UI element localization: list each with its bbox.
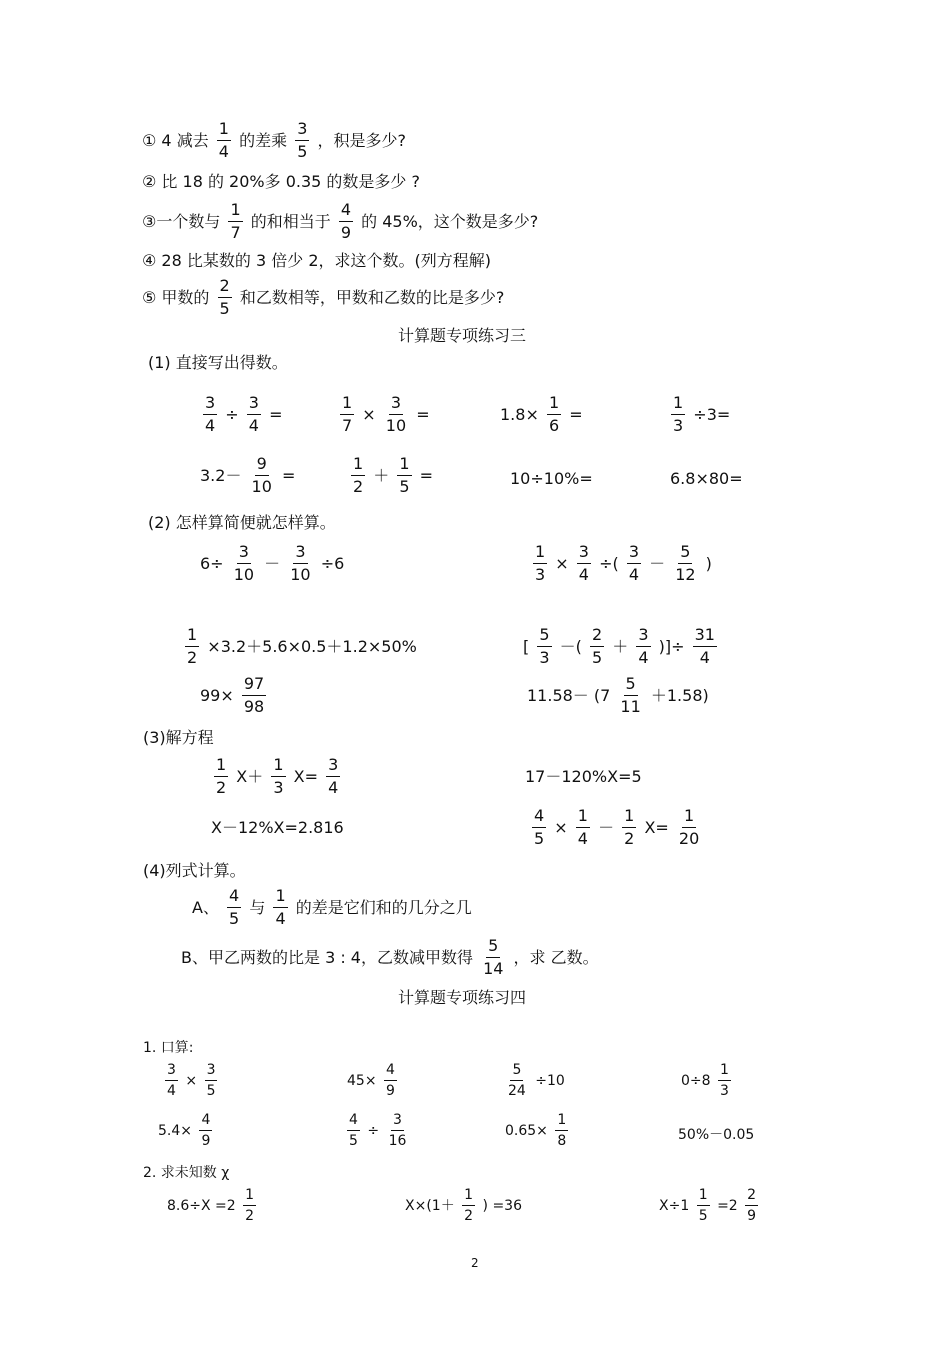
- expression: $\frac{1}{3}$ ÷3=: [673, 393, 731, 435]
- problem-5: ⑤ 甲数的 $\frac{2}{5}$ 和乙数相等，甲数和乙数的比是多少?: [142, 276, 505, 318]
- equation: X－12%X=2.816: [211, 818, 344, 837]
- fraction: $\frac{3}{5}$: [297, 119, 308, 161]
- expression: $\frac{1}{2}$ ×3.2＋5.6×0.5＋1.2×50%: [187, 625, 417, 667]
- fraction: $\frac{2}{5}$: [219, 276, 230, 318]
- fraction: $\frac{4}{9}$: [340, 200, 352, 242]
- section-title: 计算题专项练习三: [398, 326, 527, 345]
- expression: 99× $\frac{97}{98}$: [200, 674, 265, 716]
- fraction: $\frac{1}{4}$: [218, 119, 229, 161]
- expression: 50%－0.05: [678, 1127, 755, 1143]
- expression: $\frac{5}{24}$ ÷10: [508, 1062, 565, 1099]
- expression: 6÷ $\frac{3}{10}$ － $\frac{3}{10}$ ÷6: [200, 542, 345, 584]
- expression: 3.2－ $\frac{9}{10}$ =: [200, 454, 296, 496]
- expression: 45× $\frac{4}{9}$: [347, 1062, 395, 1099]
- equation: X×(1＋ $\frac{1}{2}$ ) =36: [405, 1187, 522, 1224]
- expression: 5.4× $\frac{4}{9}$: [158, 1112, 211, 1149]
- expression: $\frac{1}{7}$ × $\frac{3}{10}$ =: [342, 393, 430, 435]
- expression: 0÷8 $\frac{1}{3}$: [681, 1062, 729, 1099]
- part-heading: 2. 求未知数 χ: [143, 1165, 230, 1181]
- part-heading: (2) 怎样算简便就怎样算。: [148, 513, 336, 532]
- fraction: $\frac{1}{7}$: [230, 200, 241, 242]
- expression: $\frac{3}{4}$ × $\frac{3}{5}$: [167, 1062, 216, 1099]
- problem-4: ④ 28 比某数的 3 倍少 2，求这个数。(列方程解): [142, 250, 491, 270]
- problem-1: ① 4 减去 $\frac{1}{4}$ 的差乘 $\frac{3}{5}$ ，积是多少?: [142, 119, 406, 161]
- expression: 6.8×80=: [670, 469, 743, 488]
- problem-3: ③一个数与 $\frac{1}{7}$ 的和相当于 $\frac{4}{9}$ 的 45%，这个数是多少?: [142, 200, 539, 242]
- expression: 1.8× $\frac{1}{6}$ =: [500, 393, 583, 435]
- expression: [ $\frac{5}{3}$ －( $\frac{2}{5}$ ＋ $\frac{3}{4}$ )]÷ $\frac{31}{4}$: [523, 625, 715, 667]
- problem-2: ② 比 18 的 20%多 0.35 的数是多少 ?: [142, 171, 420, 191]
- expression: $\frac{4}{5}$ ÷ $\frac{3}{16}$: [349, 1112, 407, 1149]
- equation: $\frac{1}{2}$ X＋ $\frac{1}{3}$ X= $\frac{3}{4}$: [216, 755, 339, 797]
- part-heading: (4)列式计算。: [143, 861, 246, 880]
- word-problem: B、甲乙两数的比是 3 : 4，乙数减甲数得 $\frac{5}{14}$ ，求 乙数。: [181, 936, 599, 978]
- expression: 11.58－ (7 $\frac{5}{11}$ ＋1.58): [527, 674, 709, 716]
- equation: 17－120%X=5: [525, 767, 642, 786]
- expression: $\frac{1}{2}$ ＋ $\frac{1}{5}$ =: [353, 454, 434, 496]
- equation: $\frac{4}{5}$ × $\frac{1}{4}$ － $\frac{1}{2}$ X= $\frac{1}{20}$: [534, 806, 700, 848]
- equation: 8.6÷X =2 $\frac{1}{2}$: [167, 1187, 255, 1224]
- part-heading: (1) 直接写出得数。: [148, 353, 288, 372]
- expression: $\frac{1}{3}$ × $\frac{3}{4}$ ÷( $\frac{3}{4}$ － $\frac{5}{12}$ ): [535, 542, 712, 584]
- word-problem: A、 $\frac{4}{5}$ 与 $\frac{1}{4}$ 的差是它们和的几分之几: [192, 886, 472, 928]
- expression: 0.65× $\frac{1}{8}$: [505, 1112, 567, 1149]
- equation: X÷1 $\frac{1}{5}$ =2 $\frac{2}{9}$: [659, 1187, 757, 1224]
- section-title: 计算题专项练习四: [398, 988, 527, 1007]
- page-number: 2: [471, 1256, 479, 1270]
- expression: 10÷10%=: [510, 469, 593, 488]
- part-heading: (3)解方程: [143, 728, 214, 747]
- expression: $\frac{3}{4}$ ÷ $\frac{3}{4}$ =: [205, 393, 283, 435]
- part-heading: 1. 口算:: [143, 1040, 194, 1056]
